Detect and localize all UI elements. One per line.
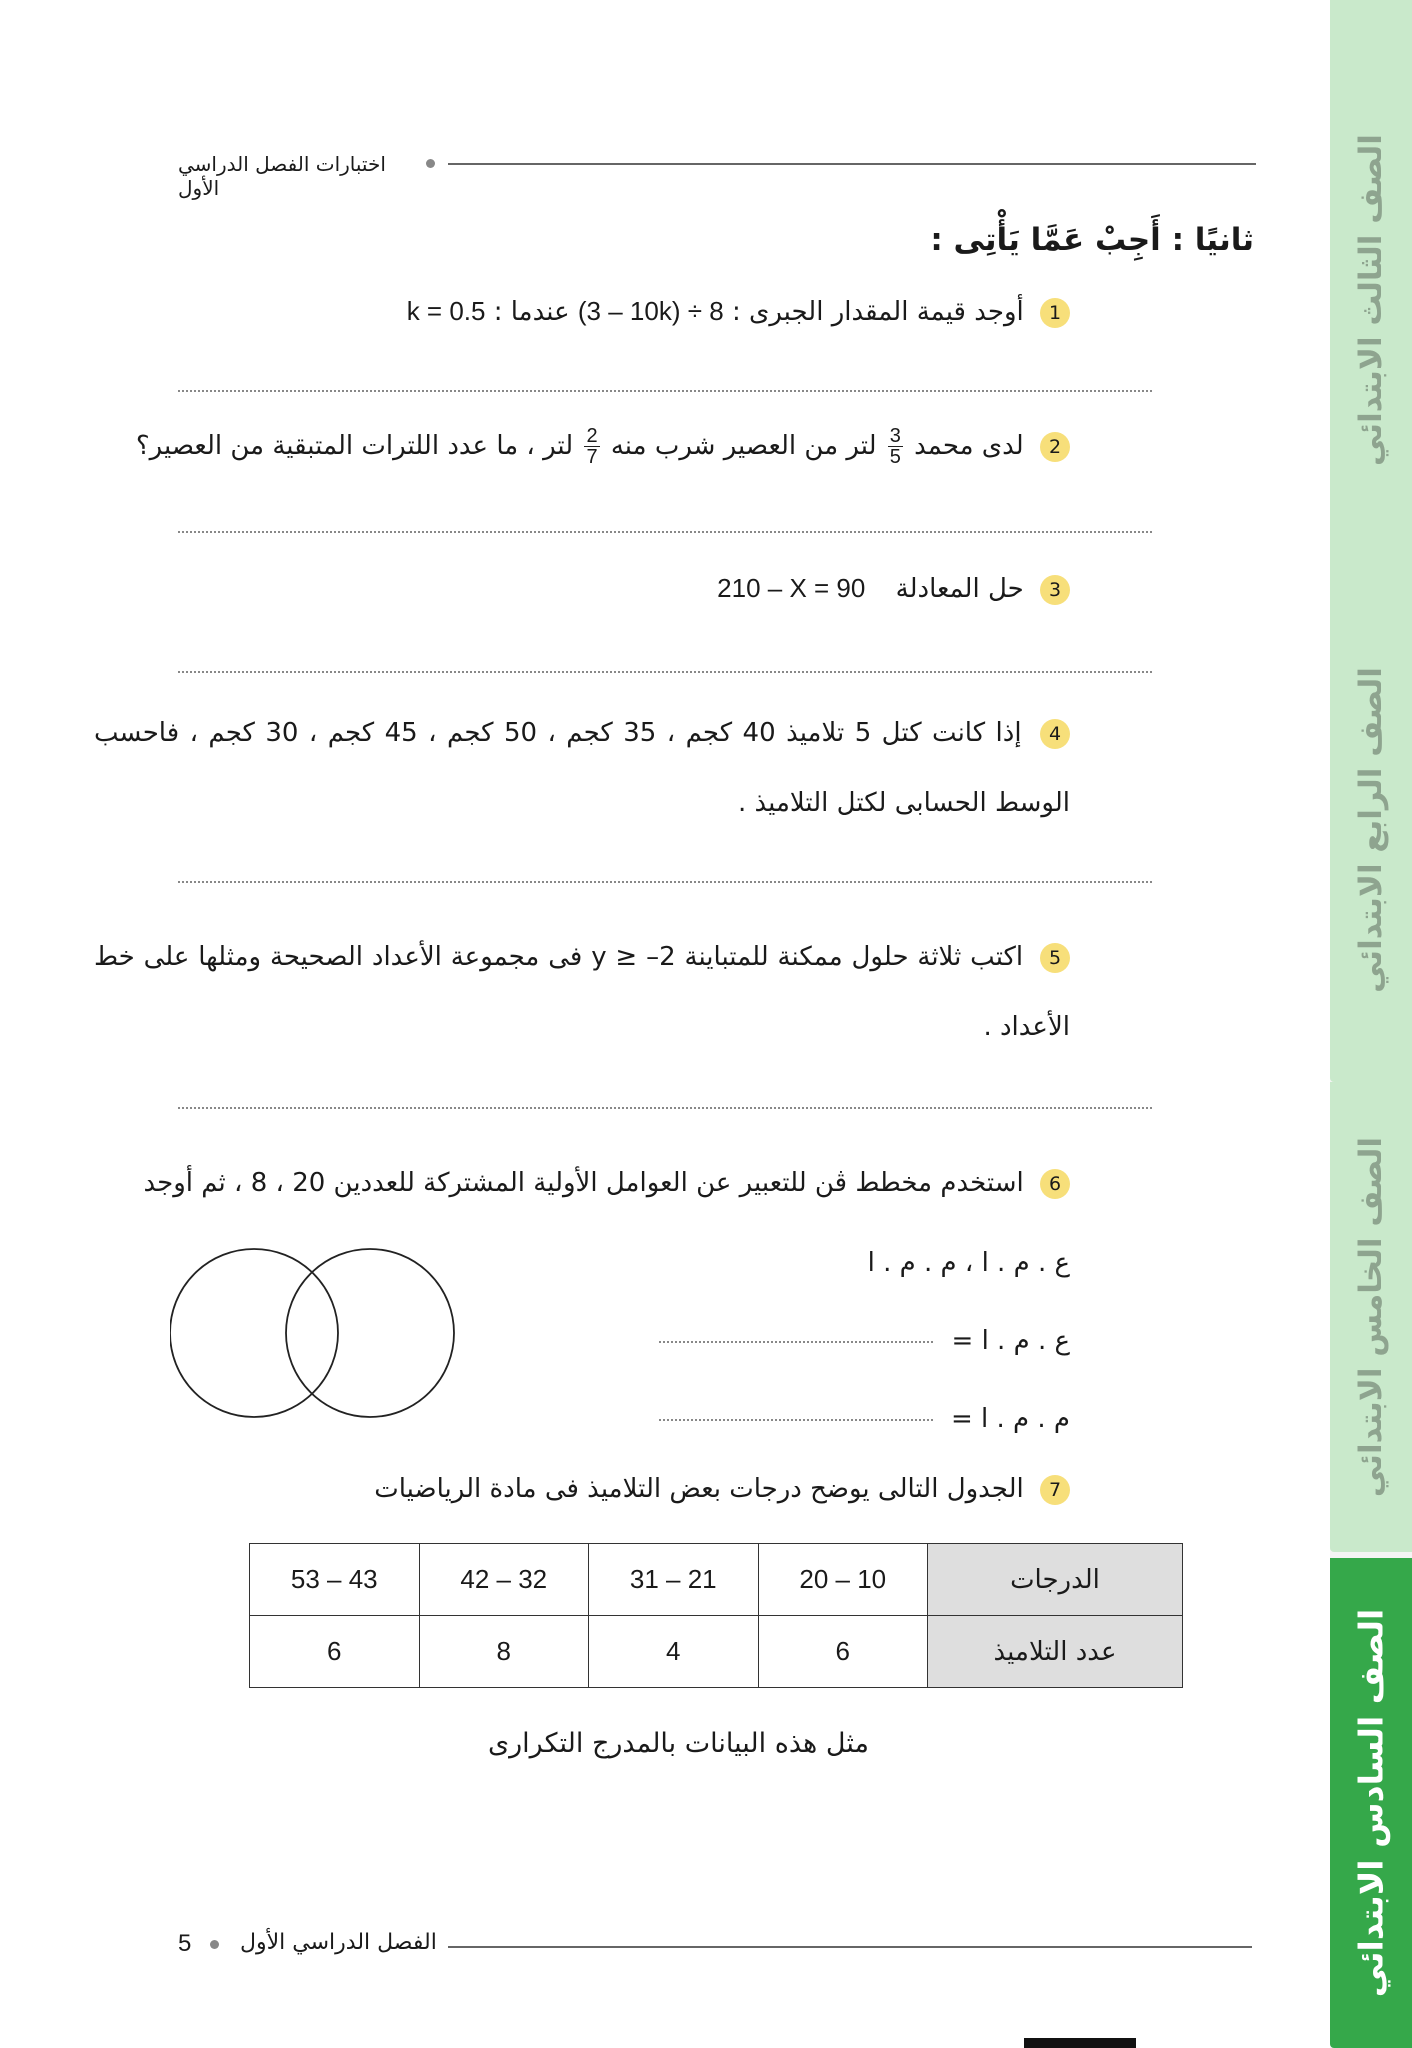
question-text: استخدم مخطط ڤن للتعبير عن العوامل الأولية المشتركة للعددين 20 ، 8 ، ثم أوجد: [143, 1168, 1024, 1198]
table-cell: 4: [589, 1616, 759, 1688]
question-text: اكتب ثلاثة حلول ممكنة للمتباينة 2– ≤ y فى مجموعة الأعداد الصحيحة ومثلها على خط الأعداد .: [94, 942, 1070, 1042]
question-text: أوجد قيمة المقدار الجبرى :: [731, 297, 1024, 327]
condition-text: عندما :: [493, 297, 570, 327]
tab-label: الصف الخامس الابتدائي: [1353, 1136, 1389, 1498]
footer-rule: [448, 1946, 1252, 1948]
answer-line[interactable]: [659, 1419, 933, 1421]
fraction: [888, 426, 903, 467]
page-number: 5: [178, 1930, 192, 1957]
tab-grade-3[interactable]: [1330, 0, 1412, 600]
question-number-badge: 1: [1040, 298, 1070, 328]
fraction-denominator: 5: [889, 446, 901, 468]
question-number-badge: 6: [1040, 1169, 1070, 1199]
fraction-numerator: 3: [889, 425, 901, 447]
footer-dot: [210, 1940, 219, 1949]
venn-circle-left: [170, 1249, 338, 1417]
question-7: [374, 1474, 1070, 1505]
answer-line[interactable]: [178, 881, 1152, 883]
table-caption: مثل هذه البيانات بالمدرج التكرارى: [488, 1728, 869, 1759]
answer-line[interactable]: [178, 671, 1152, 673]
footer-title: الفصل الدراسي الأول: [240, 1930, 437, 1955]
grade-tabs: [1330, 0, 1412, 2048]
table-row: [250, 1616, 1183, 1688]
question-6: [143, 1168, 1070, 1199]
algebraic-expression: (3 – 10k) ÷ 8: [577, 296, 724, 326]
table-cell: 8: [419, 1616, 589, 1688]
tab-label: الصف السادس الابتدائي: [1351, 1608, 1391, 1998]
question-text: لتر من العصير شرب منه: [610, 431, 877, 461]
tab-grade-4[interactable]: [1330, 578, 1412, 1082]
fraction-numerator: 2: [586, 425, 598, 447]
question-number-badge: 3: [1040, 575, 1070, 605]
header-rule: [448, 163, 1256, 165]
header-dot: [426, 159, 435, 168]
venn-diagram[interactable]: [170, 1245, 460, 1425]
question-3: [717, 573, 1070, 605]
equation: 210 – X = 90: [717, 573, 866, 603]
table-cell: 32 – 42: [419, 1544, 589, 1616]
question-text: الجدول التالى يوضح درجات بعض التلاميذ فى مادة الرياضيات: [374, 1474, 1024, 1504]
answer-line[interactable]: [178, 531, 1152, 533]
section-title: ثانيًا : أَجِبْ عَمَّا يَأْتِى :: [930, 222, 1254, 258]
page-header: [178, 152, 1256, 200]
table-cell: 10 – 20: [758, 1544, 928, 1616]
answer-line[interactable]: [659, 1341, 933, 1343]
question-number-badge: 4: [1040, 719, 1070, 749]
tab-label: الصف الثالث الابتدائي: [1353, 134, 1389, 466]
venn-circle-right: [286, 1249, 454, 1417]
table-row: [250, 1544, 1183, 1616]
question-text: إذا كانت كتل 5 تلاميذ 40 كجم ، 35 كجم ، 50 كجم ، 45 كجم ، 30 كجم ، فاحسب الوسط الحسابى لكتل التلاميذ .: [94, 718, 1070, 818]
variable-value: k = 0.5: [406, 296, 486, 326]
gcf-label: ع . م . ا =: [951, 1326, 1070, 1356]
question-1: [407, 296, 1070, 328]
answer-line[interactable]: [178, 1107, 1152, 1109]
bottom-marker: [1024, 2038, 1136, 2048]
grades-table: [249, 1543, 1183, 1688]
question-5: [94, 922, 1070, 1062]
question-text: لدى محمد: [914, 431, 1024, 461]
lcm-answer: [659, 1404, 1070, 1434]
table-cell: 6: [758, 1616, 928, 1688]
question-text: لتر ، ما عدد اللترات المتبقية من العصير؟: [135, 431, 574, 461]
table-row-header: الدرجات: [928, 1544, 1183, 1616]
question-number-badge: 2: [1040, 432, 1070, 462]
tab-label: الصف الرابع الابتدائي: [1353, 667, 1389, 993]
venn-subquestion: ع . م . ا ، م . م . ا: [867, 1248, 1070, 1278]
tab-grade-5[interactable]: [1330, 1082, 1412, 1552]
question-2: [136, 426, 1070, 467]
tab-grade-6[interactable]: [1330, 1558, 1412, 2048]
table-cell: 43 – 53: [250, 1544, 420, 1616]
question-number-badge: 5: [1040, 943, 1070, 973]
lcm-label: م . م . ا =: [950, 1404, 1070, 1434]
table-cell: 6: [250, 1616, 420, 1688]
table-row-header: عدد التلاميذ: [928, 1616, 1183, 1688]
question-number-badge: 7: [1040, 1475, 1070, 1505]
table-cell: 21 – 31: [589, 1544, 759, 1616]
fraction-denominator: 7: [586, 446, 598, 468]
fraction: [584, 426, 599, 467]
header-title: اختبارات الفصل الدراسي الأول: [178, 152, 386, 200]
answer-line[interactable]: [178, 390, 1152, 392]
question-text: حل المعادلة: [895, 574, 1024, 604]
question-4: [94, 698, 1070, 838]
gcf-answer: [659, 1326, 1070, 1356]
page-footer: [178, 1930, 1252, 1960]
